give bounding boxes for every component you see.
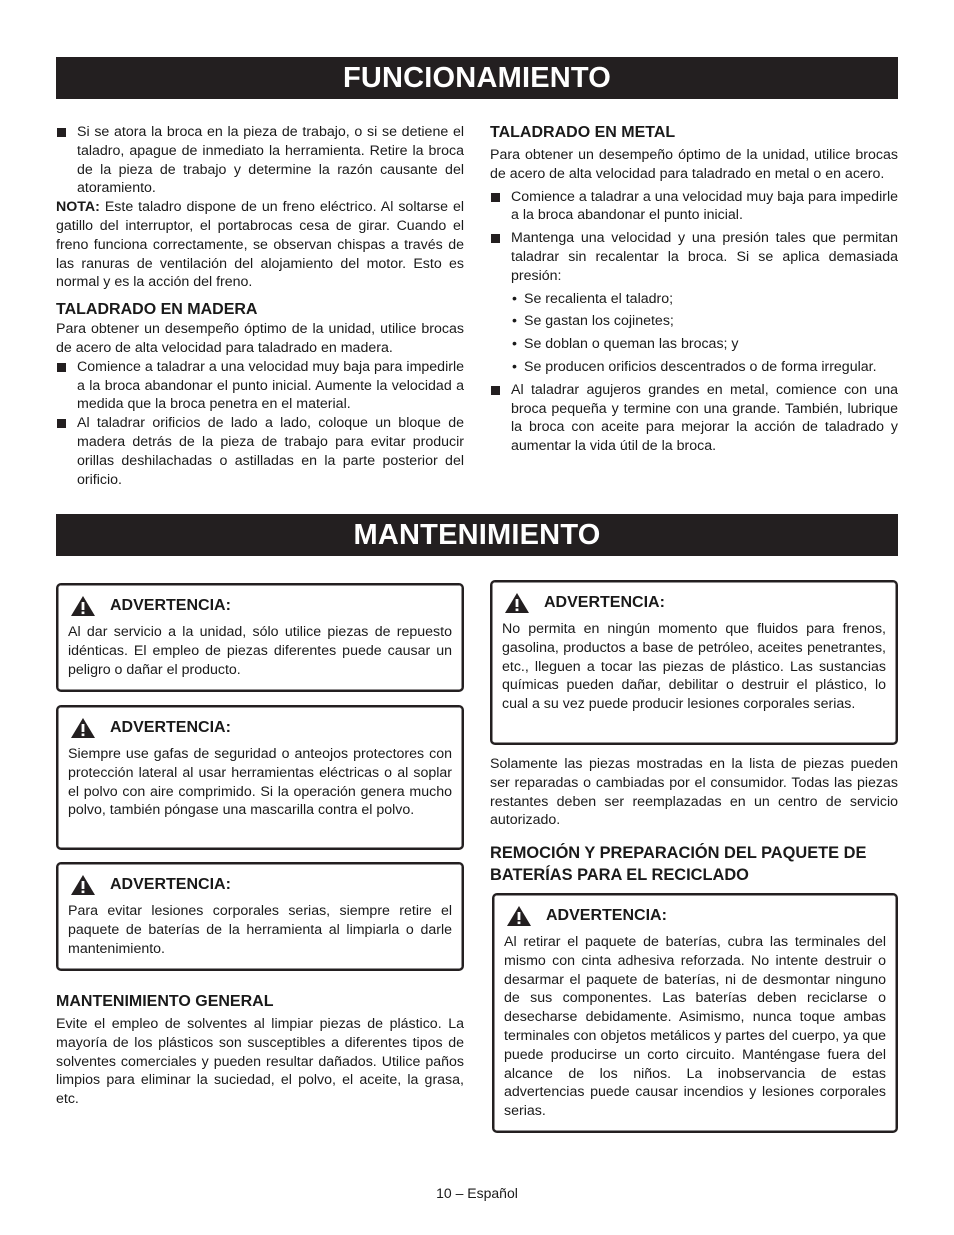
piezas-section — [490, 755, 898, 886]
warning-triangle-icon — [506, 905, 532, 927]
nota-label: NOTA: — [56, 199, 100, 216]
list-item: • Se gastan los cojinetes; — [512, 312, 898, 331]
warning-label: ADVERTENCIA: — [546, 907, 667, 924]
warning-label: ADVERTENCIA: — [110, 597, 231, 614]
nota-text: Este taladro dispone de un freno eléctrico. Al soltarse el gatillo del interruptor, el portabrocas cesa de girar. Cuando el freno funciona correctamente, se observan chispas a través de las ranuras de ventilación del alojamiento del motor. Esto es normal y es la acción del freno. — [56, 199, 464, 291]
warning-header — [68, 874, 452, 896]
bullet-list — [56, 123, 464, 198]
heading-taladrado-metal: TALADRADO EN METAL — [490, 124, 676, 141]
warning-text: Siempre use gafas de seguridad o anteojos protectores con protección lateral al usar herramientas eléctricas o al soplar el polvo con aire comprimido. Si la operación genera mucho polvo, también póngase una mascarilla contra el polvo. — [68, 746, 452, 819]
list-item: Al taladrar orificios de lado a lado, coloque un bloque de madera detrás de la pieza de trabajo para evitar producir orillas deshilachadas o astilladas en la parte posterior del orificio. — [56, 414, 464, 489]
list-item: • Se recalienta el taladro; — [512, 290, 898, 309]
heading-mantenimiento-general: MANTENIMIENTO GENERAL — [56, 993, 274, 1010]
nota-paragraph — [56, 198, 464, 292]
warning-header — [68, 595, 452, 617]
operation-left-column — [56, 123, 464, 489]
warning-label: ADVERTENCIA: — [544, 594, 665, 611]
warning-triangle-icon — [70, 717, 96, 739]
operation-right-column — [490, 123, 898, 456]
warning-box-fluidos — [490, 580, 898, 745]
warning-box-baterias — [56, 862, 464, 971]
warning-header — [502, 592, 886, 614]
warning-box-gafas — [56, 705, 464, 850]
warning-header — [504, 905, 886, 927]
metal-intro: Para obtener un desempeño óptimo de la unidad, utilice brocas de acero de alta velocidad para taladrado en metal o en acero. — [490, 147, 898, 182]
mantenimiento-general-text: Evite el empleo de solventes al limpiar piezas de plástico. La mayoría de los plásticos son susceptibles a diferentes tipos de solventes comerciales y pueden resultar dañados. Utilice paños limpios para eliminar la suciedad, el polvo, el aceite, la grasa, etc. — [56, 1016, 464, 1108]
section-header-mantenimiento: MANTENIMIENTO — [56, 514, 898, 556]
heading-remocion-baterias: REMOCIÓN Y PREPARACIÓN DEL PAQUETE DE BATERÍAS PARA EL RECICLADO — [490, 844, 867, 885]
warning-text: No permita en ningún momento que fluidos para frenos, gasolina, productos a base de petróleo, aceites penetrantes, etc., lleguen a tocar las piezas de plástico. Las sustancias químicas pueden dañar, debilitar o destruir el plástico, lo cual a su vez puede producir lesiones corporales serias. — [502, 621, 886, 713]
list-item: Comience a taladrar a una velocidad muy baja para impedirle a la broca abandonar el punto inicial. — [490, 188, 898, 226]
warning-text: Para evitar lesiones corporales serias, siempre retire el paquete de baterías de la herramienta al limpiarla o darle mantenimiento. — [68, 903, 452, 957]
warning-text: Al dar servicio a la unidad, sólo utilice piezas de repuesto idénticas. El empleo de piezas diferentes puede causar un peligro o dañar el producto. — [68, 624, 452, 678]
madera-bullet-list — [56, 358, 464, 490]
warning-triangle-icon — [70, 874, 96, 896]
metal-bullet-list — [490, 188, 898, 286]
warning-label: ADVERTENCIA: — [110, 719, 231, 736]
heading-taladrado-madera: TALADRADO EN MADERA — [56, 301, 258, 319]
page-number: 10 – Español — [436, 1185, 518, 1201]
warning-box-repuesto — [56, 583, 464, 692]
list-item: Mantenga una velocidad y una presión tales que permitan taladrar sin recalentar la broca. Si se aplica demasiada presión: — [490, 229, 898, 285]
list-item: • Se doblan o queman las brocas; y — [512, 335, 898, 354]
warning-box-reciclado — [492, 893, 898, 1133]
warning-triangle-icon — [70, 595, 96, 617]
metal-bullet-list-2 — [490, 381, 898, 456]
list-item: • Se producen orificios descentrados o de forma irregular. — [512, 358, 898, 377]
section-header-funcionamiento: FUNCIONAMIENTO — [56, 57, 898, 99]
warning-header — [68, 717, 452, 739]
madera-intro: Para obtener un desempeño óptimo de la unidad, utilice brocas de acero de alta velocidad para taladrado en madera. — [56, 321, 464, 356]
list-item: Al taladrar agujeros grandes en metal, comience con una broca pequeña y termine con una grande. También, lubrique la broca con aceite para mejorar la acción de taladrado y aumentar la vida útil de la broca. — [490, 381, 898, 456]
warning-label: ADVERTENCIA: — [110, 876, 231, 893]
list-item-atora: Si se atora la broca en la pieza de trabajo, o si se detiene el taladro, apague de inmediato la herramienta. Retire la broca de la pieza de trabajo y determine la razón causante del atoramiento. — [56, 123, 464, 198]
warning-text: Al retirar el paquete de baterías, cubra las terminales del mismo con cinta adhesiva reforzada. No intente destruir o desarmar el paquete de baterías, ni de desmontar ninguno de sus componentes. Las baterías deben reciclarse o desecharse debidamente. Asimismo, nunca toque ambas terminales con objetos metálicos y partes del cuerpo, ya que puede producirse un corto circuito. Manténgase fuera del alcance de los niños. La inobservancia de estas advertencias puede causar incendios y lesiones corporales serias. — [504, 934, 886, 1120]
mantenimiento-general-section — [56, 992, 464, 1109]
list-item: Comience a taladrar a una velocidad muy baja para impedirle a la broca abandonar el punto inicial. Aumente la velocidad a medida que la broca penetra en el material. — [56, 358, 464, 414]
metal-subitem-list — [512, 290, 898, 377]
warning-triangle-icon — [504, 592, 530, 614]
piezas-text: Solamente las piezas mostradas en la lista de piezas pueden ser reparadas o cambiadas por el consumidor. Todas las piezas restantes deben ser reemplazadas en un centro de servicio autorizado. — [490, 756, 898, 829]
